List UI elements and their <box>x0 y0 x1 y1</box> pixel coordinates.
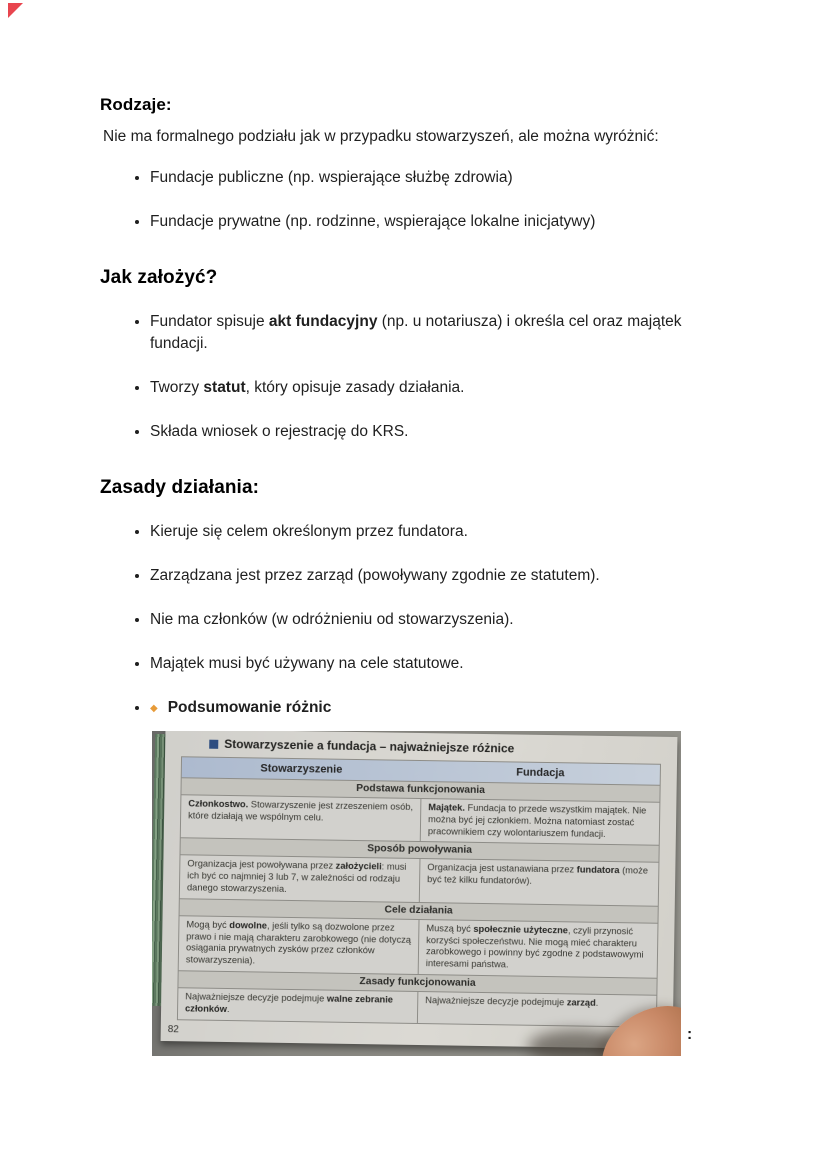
column-header-stowarzyszenie: Stowarzyszenie <box>260 762 343 776</box>
cell-text: (może być też kilku fundatorów). <box>427 865 649 886</box>
table-row <box>178 988 656 1026</box>
cell-text: Najważniejsze decyzje podejmuje <box>425 994 567 1007</box>
diamond-bullet-icon: ◆ <box>150 702 158 714</box>
list-item-text: Fundator spisuje <box>150 312 269 330</box>
cell-text: Organizacja jest ustanawiana przez <box>427 862 577 875</box>
cell-text: Stowarzyszenie jest zrzeszeniem osób, które działają we wspólnym celu. <box>188 798 414 822</box>
list-item <box>150 211 712 233</box>
intro-text: Nie ma formalnego podziału jak w przypadku stowarzyszeń, ale można wyróżnić: <box>103 128 659 145</box>
list-item <box>150 167 712 189</box>
list-item <box>150 377 712 399</box>
cell-bold: walne zebranie członków <box>185 993 394 1014</box>
table-cell-right <box>418 919 658 977</box>
list-item <box>150 421 712 443</box>
list-item-text: Kieruje się celem określonym przez fundatora. <box>150 522 468 540</box>
list-item <box>150 609 712 631</box>
list-item-bold: Podsumowanie różnic <box>167 698 332 716</box>
cell-text: . <box>226 1003 230 1014</box>
table-row <box>179 916 658 979</box>
list-item <box>150 311 712 355</box>
table-cell-left <box>180 855 420 901</box>
table-section-header: Sposób powoływania <box>180 838 658 863</box>
rodzaje-list <box>100 167 712 233</box>
cell-bold: fundatora <box>576 864 620 876</box>
cell-text: Najważniejsze decyzje podejmuje <box>185 990 327 1004</box>
list-item-text: Fundacje publiczne (np. wspierające służbę zdrowia) <box>150 168 513 186</box>
cell-bold: Członkostwo. <box>188 798 249 809</box>
cell-text: , jeśli tylko są dozwolone przez prawo i nie mają charakteru zarobkowego (nie dotyczą osiągania prywatnych zysków przez członków stowarzyszenia). <box>185 920 412 966</box>
table-row <box>181 795 660 846</box>
column-header-fundacja: Fundacja <box>516 766 565 779</box>
cell-text: Organizacja jest powoływana przez <box>187 858 336 871</box>
table-cell-right <box>419 859 659 905</box>
cell-bold: społecznie użyteczne <box>473 923 569 935</box>
heading-zasady: Zasady działania: <box>100 476 260 498</box>
table-title <box>209 736 514 755</box>
document-content <box>100 95 712 1056</box>
list-item-text: Składa wniosek o rejestrację do KRS. <box>150 422 409 440</box>
square-bullet-icon <box>209 739 218 748</box>
table-cell-right <box>420 799 660 845</box>
table-cell-right <box>417 992 656 1026</box>
cell-bold: dowolne <box>229 919 268 931</box>
cell-bold: założycieli <box>335 860 382 872</box>
list-item <box>150 697 712 719</box>
list-item-text: Fundacje prywatne (np. rodzinne, wspierające lokalne inicjatywy) <box>150 212 596 230</box>
corner-marker <box>8 3 23 18</box>
heading-rodzaje: Rodzaje: <box>100 95 172 114</box>
cell-text: . <box>595 997 599 1008</box>
table-title-text: Stowarzyszenie a fundacja – najważniejsze różnice <box>224 736 515 756</box>
page-number: 82 <box>167 1023 179 1035</box>
cell-text: Mogą być <box>186 918 230 930</box>
list-item-text: Zarządzana jest przez zarząd (powoływany zgodnie ze statutem). <box>150 566 600 584</box>
list-item <box>150 565 712 587</box>
zasady-list <box>100 521 712 719</box>
table-section-header: Zasady funkcjonowania <box>178 971 656 996</box>
table-section-header: Podstawa funkcjonowania <box>181 778 659 803</box>
summary-photo <box>152 731 681 1056</box>
cell-bold: Majątek. <box>428 801 466 813</box>
table-cell-left <box>181 795 421 841</box>
list-item-bold: statut <box>203 378 246 396</box>
cell-bold: zarząd <box>566 996 596 1008</box>
photo-row <box>152 731 712 1056</box>
list-item-text: Nie ma członków (w odróżnieniu od stowarzyszenia). <box>150 610 514 628</box>
comparison-table <box>177 756 661 1027</box>
table-cell-left <box>178 988 417 1022</box>
zalozyc-list <box>100 311 712 443</box>
cell-text: , czyli przynosić korzyści społeczeństwu. Nie mogą mieć charakteru zarobkowego i powinny być zgodne z podstawowymi interesami państwa. <box>425 924 644 970</box>
list-item-text: (np. u notariusza) i określa cel oraz majątek fundacji. <box>150 312 682 352</box>
list-item-text: , który opisuje zasady działania. <box>245 378 465 396</box>
cell-text: Muszą być <box>426 922 474 934</box>
heading-jak-zalozyc: Jak założyć? <box>100 266 218 288</box>
list-item-text: Tworzy <box>150 378 204 396</box>
table-section-header: Cele działania <box>180 899 658 924</box>
list-item-text: Majątek musi być używany na cele statutowe. <box>150 654 464 672</box>
trailing-colon: : <box>687 1025 693 1043</box>
list-item-bold: akt fundacyjny <box>268 312 378 330</box>
list-item <box>150 521 712 543</box>
cell-text: : musi ich być co najmniej 3 lub 7, w zależności od rodzaju danego stowarzyszenia. <box>186 861 407 894</box>
book-page <box>161 731 678 1049</box>
cell-text: Fundacja to przede wszystkim majątek. Nie można być jej członkiem. Można natomiast zostać pracownikiem czy wolontariuszem fundacji. <box>427 802 647 839</box>
table-cell-left <box>179 916 419 974</box>
list-item <box>150 653 712 675</box>
table-row <box>180 855 659 906</box>
